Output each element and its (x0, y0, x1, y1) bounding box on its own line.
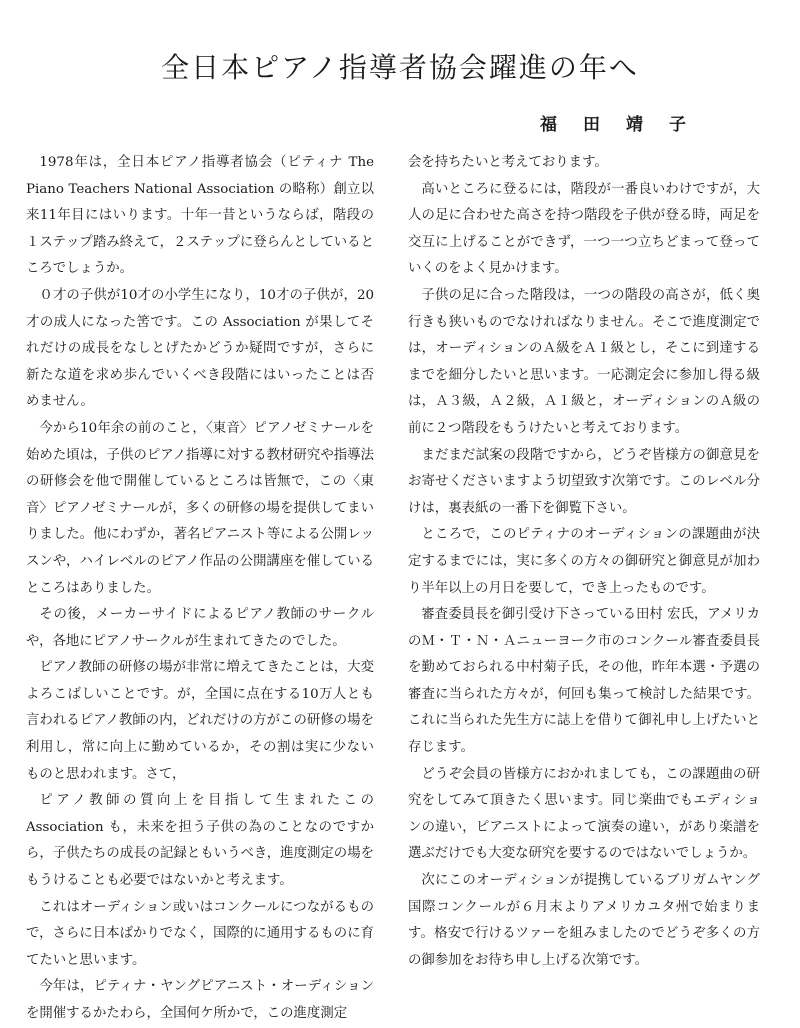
right-column (408, 150, 760, 974)
paragraph: 次にこのオーディションが提携しているブリガムヤング国際コンクールが６月末よりアメリカユタ州で始まります。格安で行けるツァーを組みましたのでどうぞ多くの方の御参加をお待ち申し上げる次第です。 (408, 873, 760, 968)
paragraph: ０才の子供が10才の小学生になり，10才の子供が，20才の成人になった筈です。この Association が果してそれだけの成長をなしとげたかどうか疑問ですが，さらに新たな道を求め歩んでいくべき段階にはいったことは否めません。 (26, 287, 374, 410)
paragraph: 審査委員長を御引受け下さっている田村 宏氏，アメリカのＭ・Ｔ・Ｎ・Ａニューヨーク市のコンクール審査委員長を勤めておられる中村菊子氏，その他，昨年本選・予選の審査に当られた方々が，何回も集って検討した結果です。これに当られた先生方に誌上を借りて御礼申し上げたいと存じます。 (408, 607, 760, 756)
paragraph: 今年は，ピティナ・ヤングピアニスト・オーディションを開催するかたわら，全国何ケ所かで，この進度測定 (26, 979, 374, 1021)
paragraph: 高いところに登るには，階段が一番良いわけですが，大人の足に合わせた高さを持つ階段を子供が登る時，両足を交互に上げることができず，一つ一つ立ちどまって登っていくのをよく見かけます。 (408, 181, 760, 277)
paragraph: ところで，このピティナのオーディションの課題曲が決定するまでには，実に多くの方々の御研究と御意見が加わり半年以上の月日を要して，でき上ったものです。 (408, 527, 760, 596)
paragraph-continued: 会を持ちたいと考えております。 (408, 155, 608, 170)
paragraph: 子供の足に合った階段は，一つの階段の高さが，低く奥行きも狭いものでなければなりません。そこで進度測定では，オーディションのＡ級をＡ１級とし，そこに到達するまでを細分したいと思います。一応測定会に参加し得る級は，Ａ３級，Ａ２級，Ａ１級と，オーディションのＡ級の前に２つ階段をもうけたいと考えております。 (408, 287, 760, 436)
article-title: 全日本ピアノ指導者協会躍進の年へ (161, 51, 639, 84)
paragraph: ピアノ教師の研修の場が非常に増えてきたことは，大変よろこばしいことです。が，全国に点在する10万人とも言われるピアノ教師の内，どれだけの方がこの研修の場を利用し，常に向上に勤めているか，その割は実に少ないものと思われます。さて， (26, 660, 374, 782)
paragraph: その後，メーカーサイドによるピアノ教師のサークルや，各地にピアノサークルが生まれてきたのでした。 (26, 607, 374, 649)
paragraph: 1978年は，全日本ピアノ指導者協会（ピティナ The Piano Teachers National Association の略称）創立以来11年目にはいります。十年一昔というならば，階段の１ステップ踏み終えて，２ステップに登らんとしているところでしょうか。 (26, 155, 374, 277)
paragraph: 今から10年余の前のこと，〈東音〉ピアノゼミナールを始めた頃は，子供のピアノ指導に対する教材研究や指導法の研修会を他で開催しているところは皆無で，この〈東音〉ピアノゼミナールが，多くの研修の場を提供してまいりました。他にわずか，著名ピアニスト等による公開レッスンや，ハイレベルのピアノ作品の公開講座を催しているところはありました。 (26, 420, 374, 596)
paragraph: まだまだ試案の段階ですから，どうぞ皆様方の御意見をお寄せくださいますよう切望致す次第です。このレベル分けは，裏表紙の一番下を御覧下さい。 (408, 447, 760, 516)
paragraph: どうぞ会員の皆様方におかれましても，この課題曲の研究をしてみて頂きたく思います。同じ楽曲でもエディションの違い，ピアニストによって演奏の違い，があり楽譜を選ぶだけでも大変な研究を要するのではないでしょうか。 (408, 766, 760, 862)
left-column (26, 150, 374, 1028)
paragraph: ピアノ教師の質向上を目指して生まれたこの Association も，未来を担う子供の為のことなのですから，子供たちの成長の記録ともいうべき，進度測定の場をもうけることも必要ではないかと考えます。 (26, 793, 374, 889)
author-name: 福田靖子 (540, 115, 712, 135)
paragraph: これはオーディション或いはコンクールにつながるもので，さらに日本ばかりでなく，国際的に通用するものに育てたいと思います。 (26, 899, 374, 968)
